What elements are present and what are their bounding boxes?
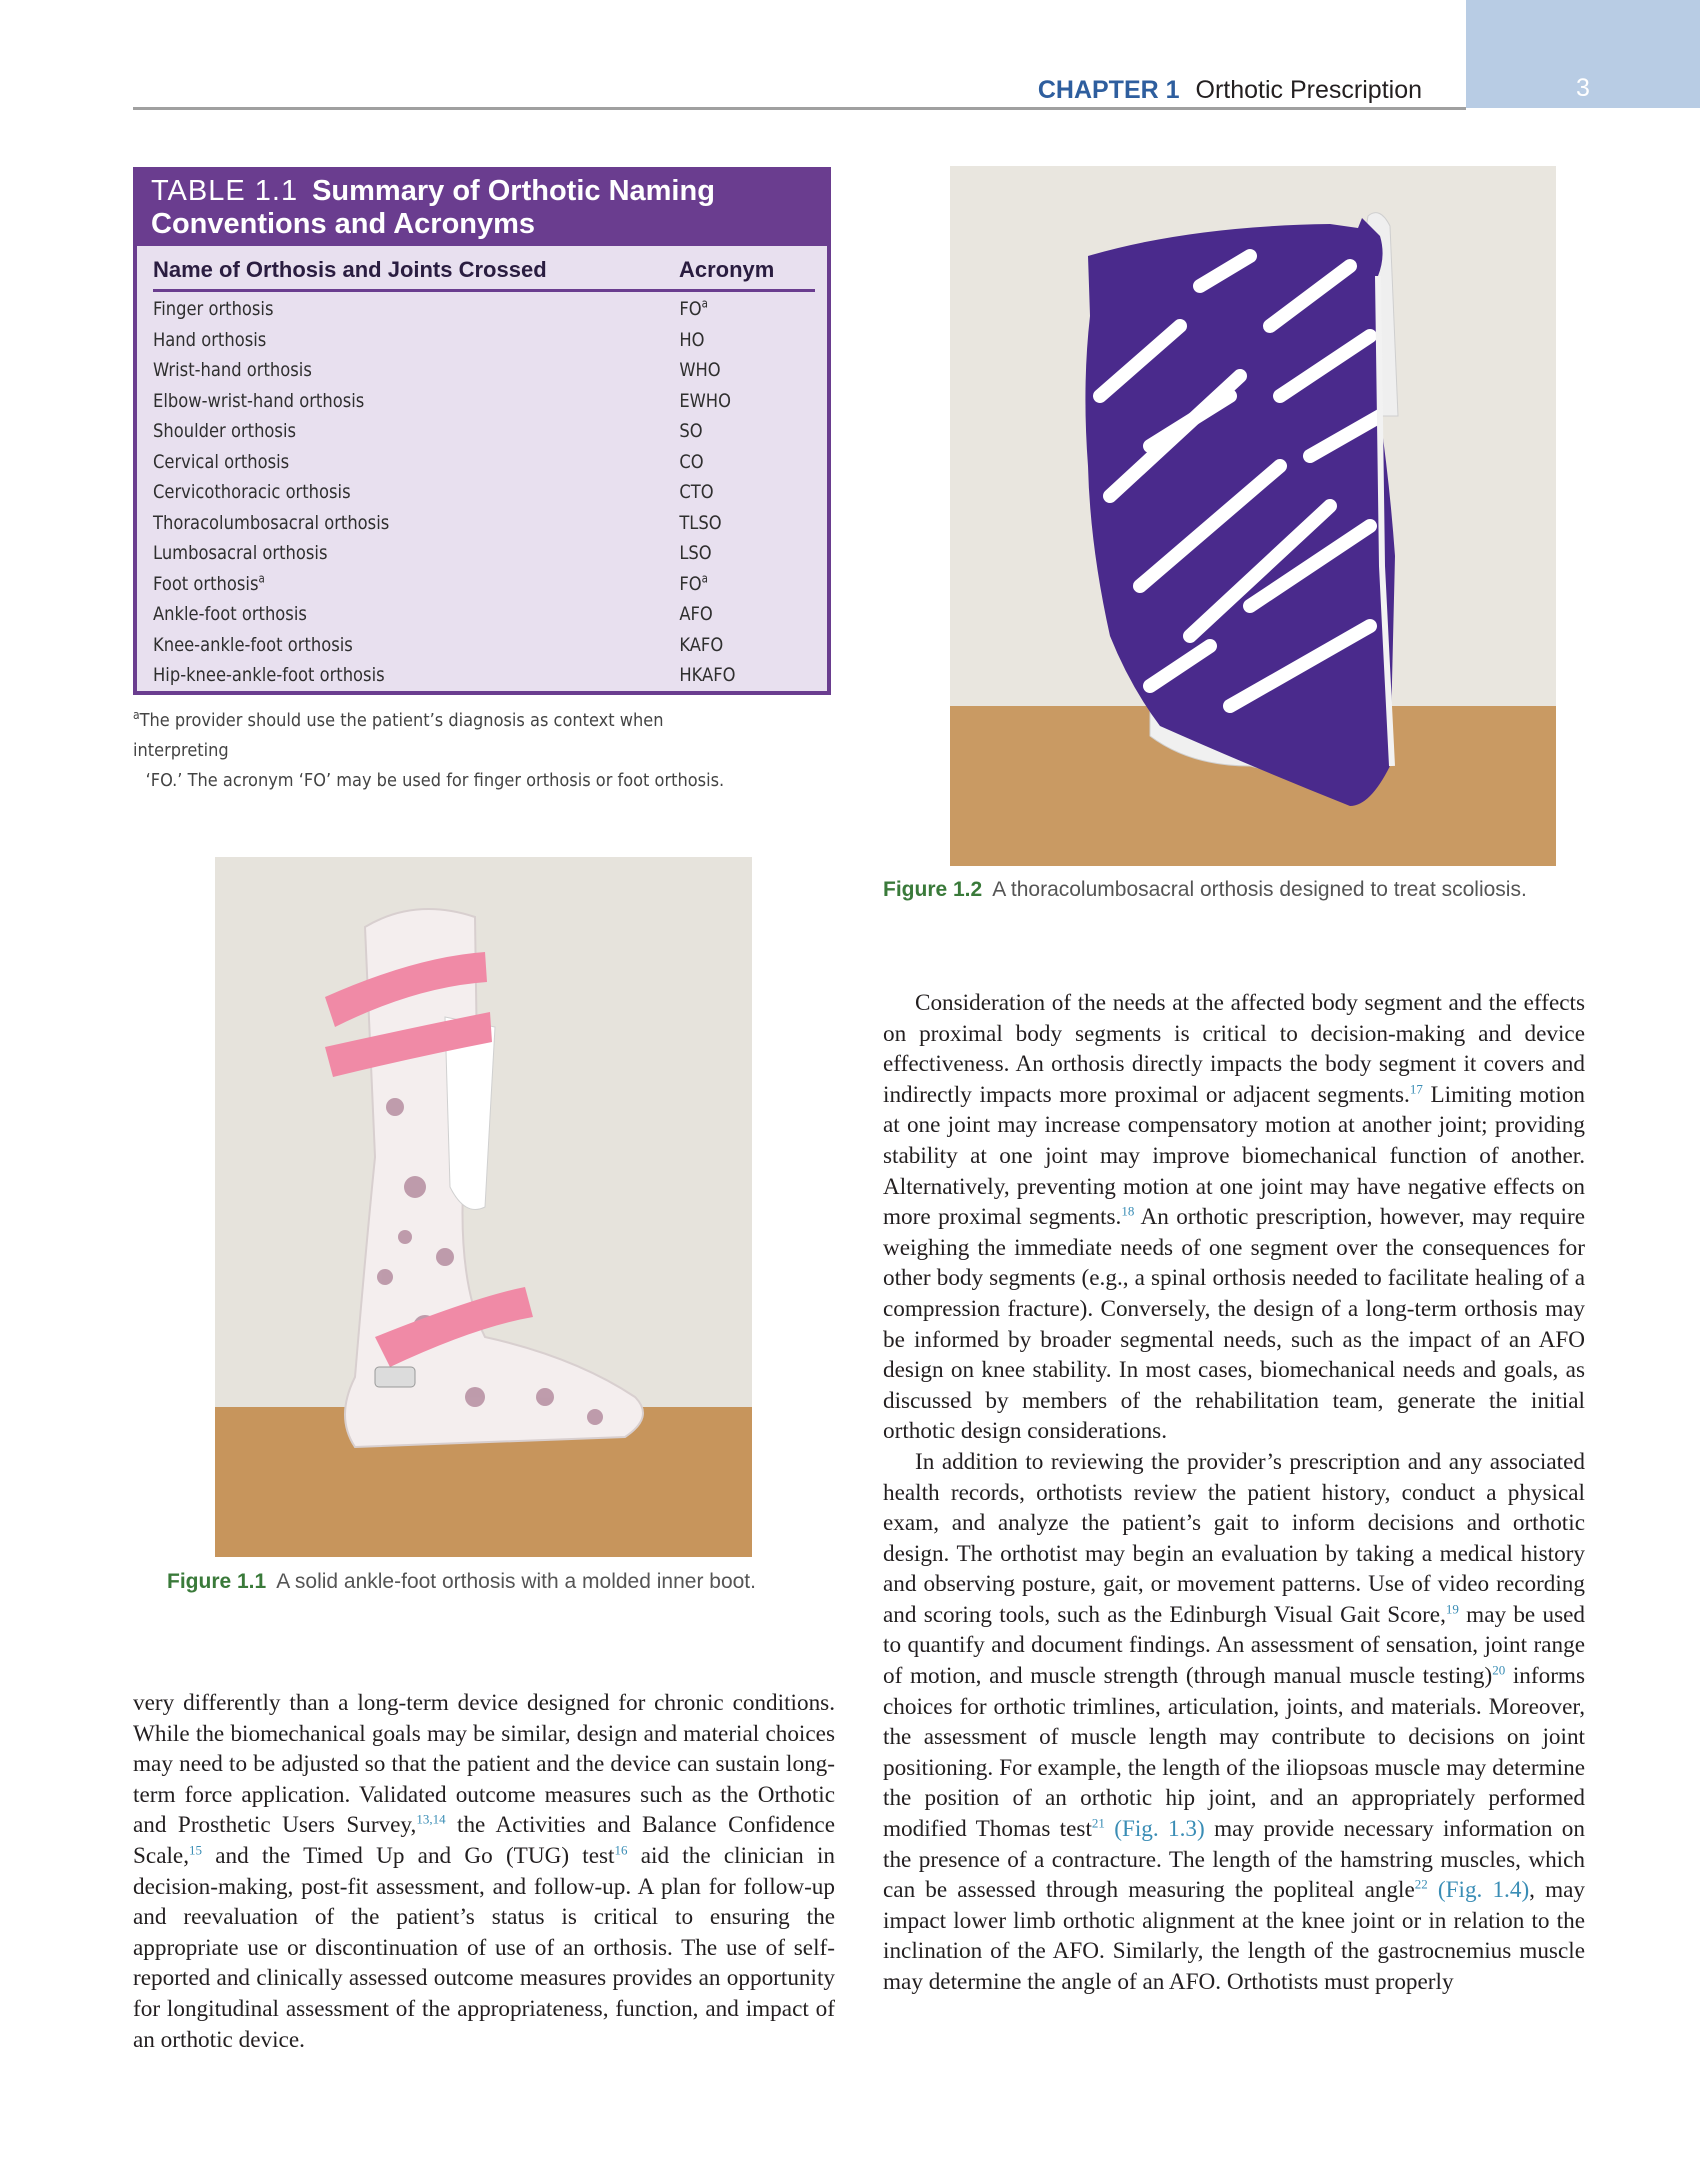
orthosis-acronym: HO — [679, 328, 705, 351]
figure-1-1-text: A solid ankle-foot orthosis with a molded inner boot. — [276, 1570, 756, 1593]
left-column-text — [133, 1688, 835, 2055]
citation-ref[interactable]: 18 — [1121, 1203, 1135, 1219]
table-header-row — [153, 255, 815, 292]
naming-conventions-table — [133, 167, 831, 695]
ankle-foot-orthosis-photo — [215, 857, 752, 1557]
orthosis-acronym: CTO — [679, 481, 714, 503]
orthosis-acronym: FO$^a$ — [679, 571, 708, 595]
orthosis-acronym: AFO — [679, 603, 713, 625]
citation-ref[interactable]: 19 — [1445, 1601, 1459, 1617]
orthosis-acronym: HKAFO — [679, 664, 736, 686]
orthosis-name: Cervical orthosis — [153, 450, 290, 473]
orthosis-name: Hand orthosis — [153, 328, 267, 351]
orthosis-acronym: LSO — [679, 542, 712, 564]
footnote-ref: a — [701, 296, 708, 311]
figure-1-2-text: A thoracolumbosacral orthosis designed to treat scoliosis. — [992, 878, 1527, 901]
figure-1-2-caption — [883, 878, 1527, 902]
footnote-line-2: ‘FO.’ The acronym ‘FO’ may be used for finger orthosis or foot orthosis. — [145, 770, 725, 791]
table-row — [153, 295, 813, 326]
text-run: Consideration of the needs at the affected body segment and the effects on proximal body segments is critical to decision-making and device effectiveness. An orthosis directly impacts the body segment it covers and indirectly impacts more proximal or adjacent segments. — [883, 990, 1585, 1108]
body-paragraph — [883, 988, 1585, 1447]
text-run: informs choices for orthotic trimlines, articulation, joints, and materials. Moreover, the assessment of muscle length may contribute to decisions on joint positioning. For example, the length of the iliopsoas muscle may determine the position of an orthotic hip joint, and an appropriately performed modified Thomas test — [883, 1663, 1585, 1843]
column-header-acronym: Acronym — [679, 257, 775, 282]
citation-ref[interactable]: 22 — [1414, 1876, 1428, 1892]
page-number: 3 — [1576, 74, 1590, 102]
citation-ref[interactable]: 16 — [614, 1842, 628, 1858]
text-run: , may impact lower limb orthotic alignment at the knee joint or in relation to the inclination of the AFO. Similarly, the length of the gastrocnemius muscle may determine the angle of an AFO. Orthotists must properly — [883, 1877, 1585, 1995]
table-row — [153, 661, 813, 692]
tlso-brace-photo — [950, 166, 1556, 866]
orthosis-name: Thoracolumbosacral orthosis — [153, 511, 390, 534]
text-run: may be used to quantify and document findings. An assessment of sensation, joint range of motion, and muscle strength (through manual muscle testing) — [883, 1601, 1585, 1690]
table-row — [153, 448, 813, 479]
table-row — [153, 631, 813, 662]
figure-1-2-label: Figure 1.2 — [883, 878, 983, 901]
strap-buckle — [375, 1367, 415, 1387]
figure-xref-link[interactable]: (Fig. 1.3) — [1114, 1816, 1205, 1843]
orthosis-name: Lumbosacral orthosis — [153, 542, 328, 564]
orthosis-acronym: SO — [679, 420, 703, 442]
table-label: TABLE 1.1 — [151, 175, 299, 207]
orthosis-name: Knee-ankle-foot orthosis — [153, 633, 353, 656]
figure-1-1-label: Figure 1.1 — [167, 1570, 267, 1593]
footnote-line-1: The provider should use the patient’s diagnosis as context when interpreting — [133, 710, 664, 761]
citation-ref[interactable]: 21 — [1091, 1815, 1105, 1831]
orthosis-acronym: CO — [679, 450, 704, 473]
text-run: the Activities and Balance Confidence Scale, — [133, 1812, 835, 1869]
table-title-bar — [137, 171, 827, 246]
orthosis-acronym: TLSO — [679, 511, 722, 534]
orthosis-acronym: WHO — [679, 359, 721, 381]
column-header-name: Name of Orthosis and Joints Crossed — [153, 257, 547, 282]
table-footnote — [133, 706, 763, 796]
table-row — [153, 539, 813, 570]
citation-ref[interactable]: 15 — [189, 1842, 203, 1858]
orthosis-name: Foot orthosis$^a$ — [153, 571, 265, 595]
orthosis-acronym: KAFO — [679, 633, 724, 656]
footnote-marker: a — [133, 708, 140, 722]
orthosis-acronym: FO$^a$ — [679, 296, 708, 320]
orthosis-name: Cervicothoracic orthosis — [153, 481, 351, 503]
citation-ref[interactable]: 17 — [1409, 1081, 1423, 1097]
text-run — [1428, 1877, 1438, 1903]
header-rule — [133, 107, 1466, 110]
footnote-ref: a — [701, 571, 708, 586]
text-run: aid the clinician in decision-making, post-fit assessment, and follow-up. A plan for follow-up and reevaluation of the patient’s status is critical to ensuring the appropriate use or discontinuation of use of an orthosis. The use of self-reported and clinically assessed outcome measures provides an opportunity for longitudinal assessment of the appropriateness, function, and impact of an orthotic device. — [133, 1842, 835, 2053]
running-head — [1038, 76, 1422, 105]
table-row — [153, 478, 813, 509]
figure-xref-link[interactable]: (Fig. 1.4) — [1437, 1877, 1530, 1904]
text-run: In addition to reviewing the provider’s prescription and any associated health records, orthotists review the patient history, conduct a physical exam, and analyze the patient’s gait to inform decisions and orthotic design. The orthotist may begin an evaluation by taking a medical history and observing posture, gait, or movement patterns. Use of video recording and scoring tools, such as the Edinburgh Visual Gait Score, — [883, 1448, 1585, 1628]
orthosis-acronym: EWHO — [679, 389, 731, 412]
citation-ref[interactable]: 13,14 — [416, 1811, 446, 1827]
table-body — [153, 295, 815, 692]
table-row — [153, 356, 813, 387]
footnote-ref: a — [258, 571, 265, 586]
table-title: Summary of Orthotic Naming Conventions and Acronyms — [151, 175, 715, 240]
text-run: and the Timed Up and Go (TUG) test — [202, 1842, 615, 1869]
chapter-title: Orthotic Prescription — [1195, 76, 1422, 104]
table-row — [153, 387, 813, 418]
chapter-label: CHAPTER 1 — [1037, 76, 1180, 104]
body-paragraph — [883, 1447, 1585, 1998]
figure-1-1-caption — [167, 1570, 756, 1594]
text-run: Limiting motion at one joint may increase compensatory motion at another joint; providing stability at one joint may improve biomechanical function of another. Alternatively, preventing motion at one joint may have negative effects on more proximal segments. — [883, 1081, 1586, 1231]
table-row — [153, 509, 813, 540]
orthosis-name: Elbow-wrist-hand orthosis — [153, 389, 365, 412]
orthosis-name: Hip-knee-ankle-foot orthosis — [153, 664, 385, 686]
table-row — [153, 570, 813, 601]
text-run: An orthotic prescription, however, may require weighing the immediate needs of one segment over the consequences for other body segments (e.g., a spinal orthosis needed to facilitate healing of a compression fracture). Conversely, the design of a long-term orthosis may be informed by broader segmental needs, such as the impact of an AFO design on knee stability. In most cases, biomechanical needs and goals, as discussed by members of the rehabilitation team, generate the initial orthotic design considerations. — [883, 1204, 1585, 1445]
right-column-text — [883, 988, 1585, 1998]
citation-ref[interactable]: 20 — [1492, 1662, 1506, 1678]
text-run: very differently than a long-term device designed for chronic conditions. While the biomechanical goals may be similar, design and material choices may need to be adjusted so that the patient and the device can sustain long-term force application. Validated outcome measures such as the Orthotic and Prosthetic Users Survey, — [133, 1690, 835, 1839]
orthosis-name: Ankle-foot orthosis — [153, 603, 307, 625]
orthosis-name: Wrist-hand orthosis — [153, 359, 312, 381]
text-run — [1105, 1816, 1114, 1842]
body-paragraph — [133, 1688, 835, 2055]
orthosis-name: Finger orthosis — [153, 298, 274, 320]
table-row — [153, 326, 813, 357]
table-row — [153, 417, 813, 448]
text-run: may provide necessary information on the presence of a contracture. The length of the hamstring muscles, which can be assessed through measuring the popliteal angle — [883, 1816, 1585, 1904]
orthosis-name: Shoulder orthosis — [153, 420, 297, 442]
table-row — [153, 600, 813, 631]
